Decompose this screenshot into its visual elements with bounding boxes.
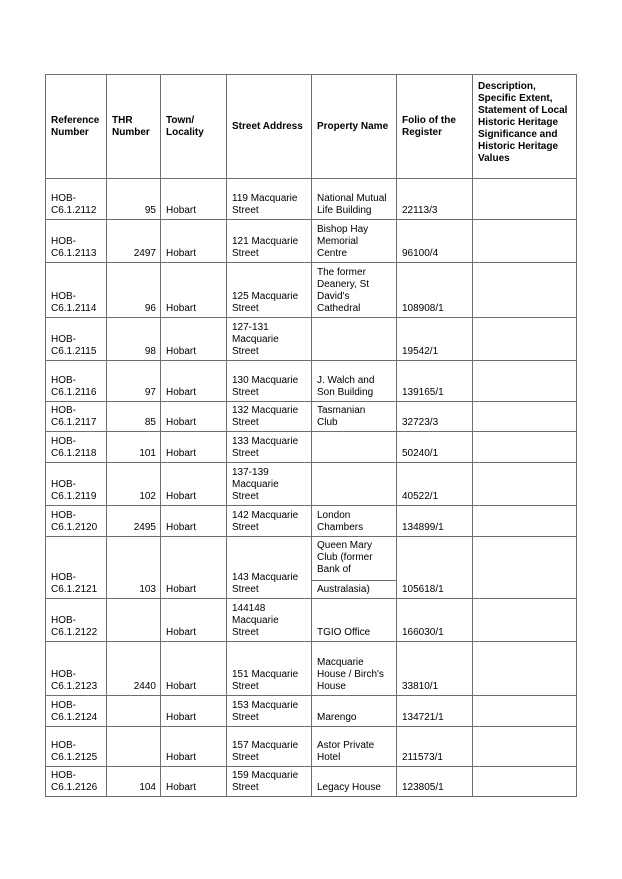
reference-cell: HOB- C6.1.2117 bbox=[46, 402, 107, 432]
property-cell bbox=[312, 463, 397, 506]
folio-cell: 50240/1 bbox=[397, 432, 473, 463]
property-cell: The former Deanery, St David's Cathedral bbox=[312, 263, 397, 318]
description-cell bbox=[473, 361, 577, 402]
header-property-name: Property Name bbox=[312, 75, 397, 179]
street-cell: 130 Macquarie Street bbox=[227, 361, 312, 402]
header-folio: Folio of the Register bbox=[397, 75, 473, 179]
header-thr-number: THR Number bbox=[107, 75, 161, 179]
town-cell: Hobart bbox=[161, 361, 227, 402]
thr-cell: 101 bbox=[107, 432, 161, 463]
town-cell: Hobart bbox=[161, 506, 227, 537]
property-cell: Legacy House bbox=[312, 767, 397, 797]
thr-cell bbox=[107, 696, 161, 727]
property-cell: National Mutual Life Building bbox=[312, 179, 397, 220]
town-cell: Hobart bbox=[161, 263, 227, 318]
street-cell: 119 Macquarie Street bbox=[227, 179, 312, 220]
table-row bbox=[46, 599, 577, 642]
street-cell: 159 Macquarie Street bbox=[227, 767, 312, 797]
street-cell: 143 Macquarie Street bbox=[227, 537, 312, 599]
town-cell: Hobart bbox=[161, 642, 227, 696]
table-row bbox=[46, 537, 577, 599]
street-cell: 133 Macquarie Street bbox=[227, 432, 312, 463]
street-cell: 153 Macquarie Street bbox=[227, 696, 312, 727]
street-cell: 127-131 Macquarie Street bbox=[227, 318, 312, 361]
thr-cell: 95 bbox=[107, 179, 161, 220]
property-cell bbox=[312, 537, 397, 599]
table-row bbox=[46, 361, 577, 402]
thr-cell: 2495 bbox=[107, 506, 161, 537]
thr-cell: 85 bbox=[107, 402, 161, 432]
description-cell bbox=[473, 599, 577, 642]
property-cell: Marengo bbox=[312, 696, 397, 727]
header-town-locality: Town/ Locality bbox=[161, 75, 227, 179]
description-cell bbox=[473, 506, 577, 537]
reference-cell: HOB- C6.1.2113 bbox=[46, 220, 107, 263]
description-cell bbox=[473, 432, 577, 463]
property-cell: Macquarie House / Birch's House bbox=[312, 642, 397, 696]
reference-cell: HOB- C6.1.2114 bbox=[46, 263, 107, 318]
folio-cell: 96100/4 bbox=[397, 220, 473, 263]
description-cell bbox=[473, 696, 577, 727]
street-cell: 137-139 Macquarie Street bbox=[227, 463, 312, 506]
folio-cell: 123805/1 bbox=[397, 767, 473, 797]
folio-cell: 33810/1 bbox=[397, 642, 473, 696]
town-cell: Hobart bbox=[161, 432, 227, 463]
street-cell: 125 Macquarie Street bbox=[227, 263, 312, 318]
table-row bbox=[46, 506, 577, 537]
table-row bbox=[46, 767, 577, 797]
table-row bbox=[46, 179, 577, 220]
reference-cell: HOB- C6.1.2115 bbox=[46, 318, 107, 361]
description-cell bbox=[473, 263, 577, 318]
header-row bbox=[46, 75, 577, 179]
property-cell bbox=[312, 318, 397, 361]
reference-cell: HOB- C6.1.2122 bbox=[46, 599, 107, 642]
reference-cell: HOB- C6.1.2116 bbox=[46, 361, 107, 402]
thr-cell: 2497 bbox=[107, 220, 161, 263]
thr-cell: 2440 bbox=[107, 642, 161, 696]
property-cell: Tasmanian Club bbox=[312, 402, 397, 432]
reference-cell: HOB- C6.1.2119 bbox=[46, 463, 107, 506]
folio-cell: 105618/1 bbox=[397, 537, 473, 599]
thr-cell: 96 bbox=[107, 263, 161, 318]
folio-cell: 134899/1 bbox=[397, 506, 473, 537]
town-cell: Hobart bbox=[161, 318, 227, 361]
thr-cell bbox=[107, 599, 161, 642]
property-cell: Astor Private Hotel bbox=[312, 727, 397, 767]
thr-cell: 97 bbox=[107, 361, 161, 402]
street-cell: 151 Macquarie Street bbox=[227, 642, 312, 696]
property-name-part: Queen Mary Club (former Bank of bbox=[312, 538, 396, 581]
property-cell: TGIO Office bbox=[312, 599, 397, 642]
table-row bbox=[46, 432, 577, 463]
folio-cell: 108908/1 bbox=[397, 263, 473, 318]
town-cell: Hobart bbox=[161, 727, 227, 767]
property-cell: Bishop Hay Memorial Centre bbox=[312, 220, 397, 263]
description-cell bbox=[473, 179, 577, 220]
street-cell: 121 Macquarie Street bbox=[227, 220, 312, 263]
description-cell bbox=[473, 767, 577, 797]
town-cell: Hobart bbox=[161, 220, 227, 263]
property-cell: J. Walch and Son Building bbox=[312, 361, 397, 402]
description-cell bbox=[473, 220, 577, 263]
reference-cell: HOB- C6.1.2125 bbox=[46, 727, 107, 767]
town-cell: Hobart bbox=[161, 767, 227, 797]
table-row bbox=[46, 318, 577, 361]
folio-cell: 166030/1 bbox=[397, 599, 473, 642]
thr-cell: 102 bbox=[107, 463, 161, 506]
reference-cell: HOB- C6.1.2118 bbox=[46, 432, 107, 463]
reference-cell: HOB- C6.1.2120 bbox=[46, 506, 107, 537]
folio-cell: 32723/3 bbox=[397, 402, 473, 432]
town-cell: Hobart bbox=[161, 537, 227, 599]
property-cell bbox=[312, 432, 397, 463]
description-cell bbox=[473, 727, 577, 767]
folio-cell: 139165/1 bbox=[397, 361, 473, 402]
table-row bbox=[46, 696, 577, 727]
description-cell bbox=[473, 537, 577, 599]
reference-cell: HOB- C6.1.2124 bbox=[46, 696, 107, 727]
header-description: Description, Specific Extent, Statement of Local Historic Heritage Significance and Historic Heritage Values bbox=[473, 75, 577, 179]
folio-cell: 40522/1 bbox=[397, 463, 473, 506]
description-cell bbox=[473, 463, 577, 506]
town-cell: Hobart bbox=[161, 696, 227, 727]
table-row bbox=[46, 727, 577, 767]
town-cell: Hobart bbox=[161, 599, 227, 642]
reference-cell: HOB- C6.1.2126 bbox=[46, 767, 107, 797]
thr-cell: 98 bbox=[107, 318, 161, 361]
header-reference-number: Reference Number bbox=[46, 75, 107, 179]
street-cell: 142 Macquarie Street bbox=[227, 506, 312, 537]
table-row bbox=[46, 402, 577, 432]
header-street-address: Street Address bbox=[227, 75, 312, 179]
town-cell: Hobart bbox=[161, 463, 227, 506]
street-cell: 144148 Macquarie Street bbox=[227, 599, 312, 642]
folio-cell: 22113/3 bbox=[397, 179, 473, 220]
table-row bbox=[46, 263, 577, 318]
folio-cell: 134721/1 bbox=[397, 696, 473, 727]
reference-cell: HOB- C6.1.2123 bbox=[46, 642, 107, 696]
description-cell bbox=[473, 402, 577, 432]
reference-cell: HOB- C6.1.2121 bbox=[46, 537, 107, 599]
folio-cell: 211573/1 bbox=[397, 727, 473, 767]
town-cell: Hobart bbox=[161, 402, 227, 432]
description-cell bbox=[473, 318, 577, 361]
street-cell: 132 Macquarie Street bbox=[227, 402, 312, 432]
folio-cell: 19542/1 bbox=[397, 318, 473, 361]
table-row bbox=[46, 220, 577, 263]
heritage-register-table bbox=[45, 74, 577, 797]
town-cell: Hobart bbox=[161, 179, 227, 220]
thr-cell: 103 bbox=[107, 537, 161, 599]
table-row bbox=[46, 463, 577, 506]
street-cell: 157 Macquarie Street bbox=[227, 727, 312, 767]
thr-cell bbox=[107, 727, 161, 767]
reference-cell: HOB- C6.1.2112 bbox=[46, 179, 107, 220]
property-cell: London Chambers bbox=[312, 506, 397, 537]
thr-cell: 104 bbox=[107, 767, 161, 797]
property-name-part: Australasia) bbox=[317, 584, 370, 595]
description-cell bbox=[473, 642, 577, 696]
table-row bbox=[46, 642, 577, 696]
